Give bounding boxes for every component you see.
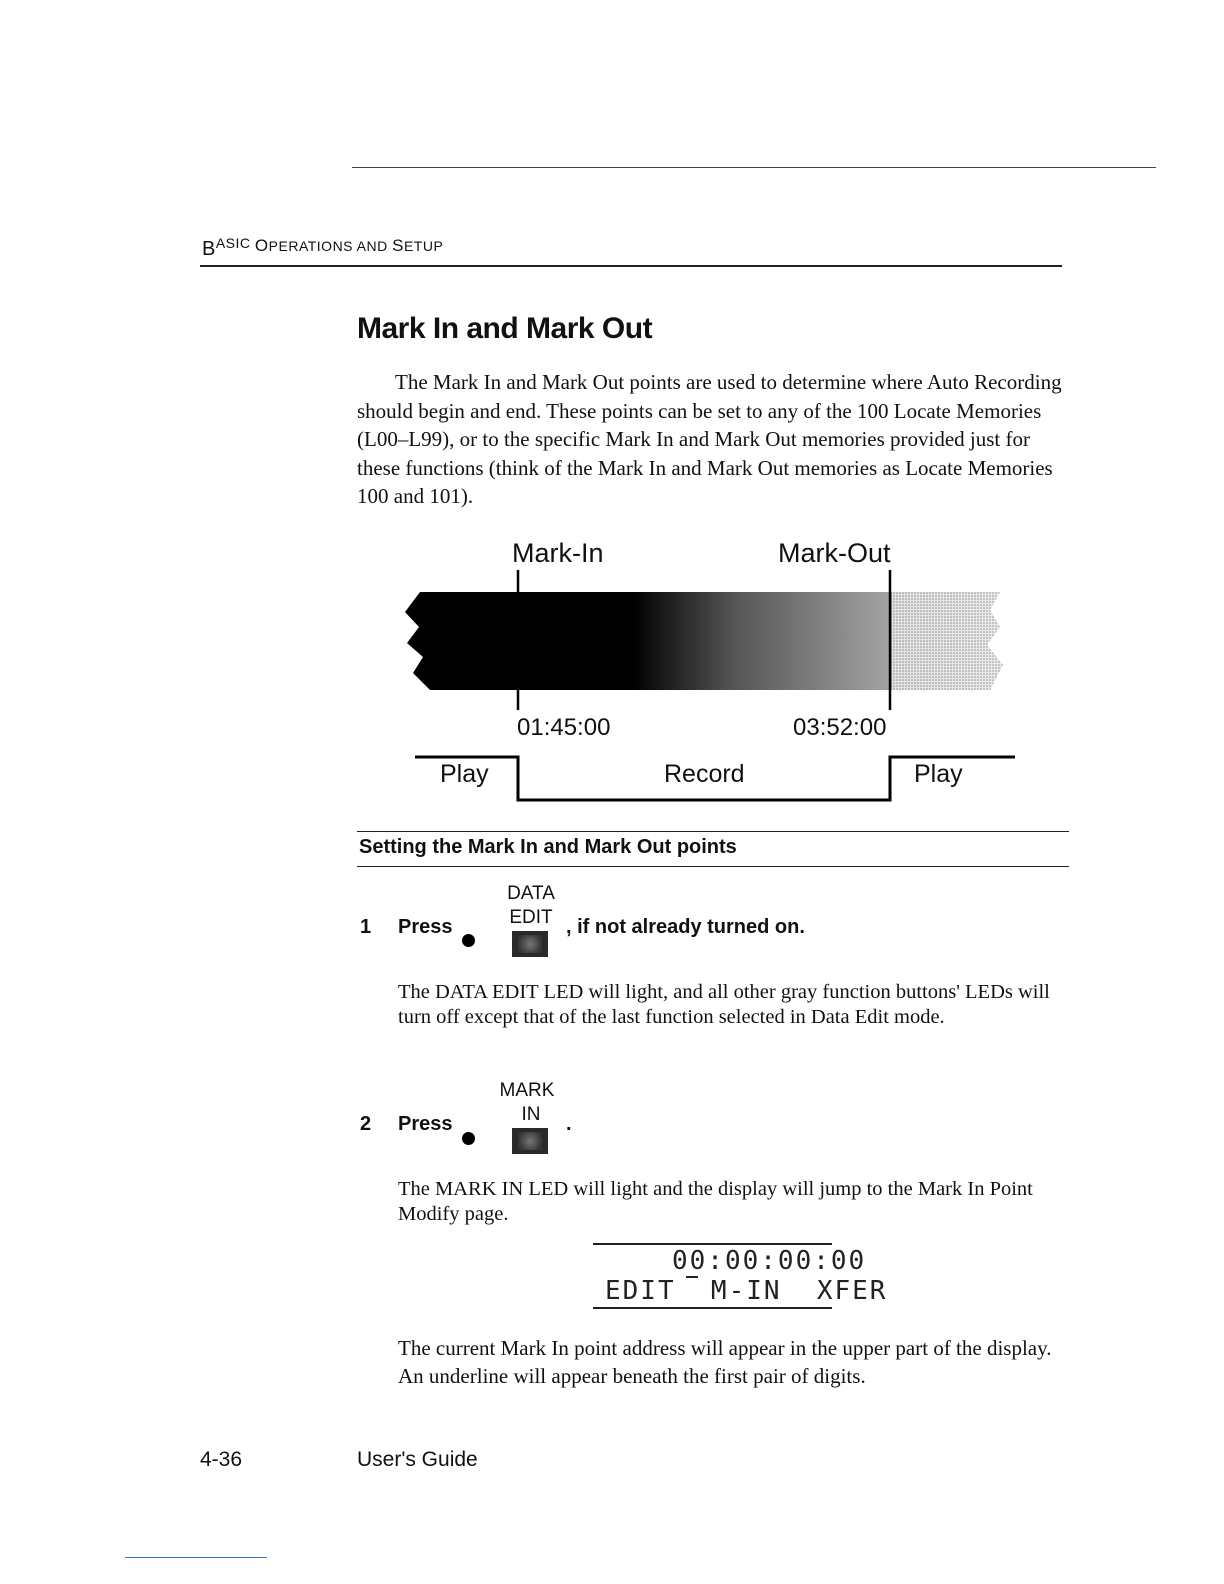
header-part-1: ASIC	[215, 235, 255, 251]
mark-in-key-bottom: IN	[521, 1104, 541, 1125]
display-line-1: 00:00:00:00	[672, 1246, 867, 1276]
mark-in-label: Mark-In	[512, 538, 604, 568]
step-2-number: 2	[360, 1113, 372, 1135]
step-1-press: Press	[398, 916, 453, 938]
display-rule-bottom	[593, 1307, 832, 1309]
footer-accent-rule	[125, 1557, 267, 1558]
top-rule	[352, 167, 1156, 168]
section-rule-bottom	[357, 866, 1069, 867]
tape-post-markout	[892, 592, 1003, 690]
segment-play-start: Play	[440, 760, 489, 788]
section-title: Setting the Mark In and Mark Out points	[359, 836, 737, 858]
header-rule	[200, 265, 1062, 267]
data-edit-button[interactable]	[512, 931, 548, 957]
footer-guide: User's Guide	[357, 1448, 478, 1471]
closing-paragraph: The current Mark In point address will appear in the upper part of the display. An underline will appear beneath the first pair of digits.	[398, 1336, 1052, 1388]
data-edit-key-top: DATA	[507, 883, 555, 904]
page-title: Mark In and Mark Out	[357, 312, 653, 345]
intro-paragraph: The Mark In and Mark Out points are used to determine where Auto Recording should begin and end. These points can be set to any of the 100 Locate Memories (L00–L99), or to the specific Mark In and Mark Out memories provided just for these functions (think of the Mark In and Mark Out memories as Locate Memories 100 and 101).	[357, 370, 1062, 508]
mark-in-key-top: MARK	[499, 1080, 555, 1101]
led-dot-icon	[462, 1132, 475, 1145]
data-edit-key-bottom: EDIT	[509, 907, 553, 928]
segment-record: Record	[664, 760, 745, 788]
segment-play-end: Play	[914, 760, 963, 788]
running-header	[202, 234, 444, 260]
header-initial-o: O	[254, 236, 269, 255]
step-1-suffix: , if not already turned on.	[566, 916, 805, 938]
display-line-2: EDIT M-IN XFER	[605, 1276, 888, 1306]
button-face-icon	[518, 935, 542, 953]
mark-out-label: Mark-Out	[778, 538, 891, 568]
section-rule-top	[357, 831, 1069, 832]
header-initial-s: S	[392, 236, 404, 255]
button-face-icon	[518, 1132, 542, 1150]
step-1-body: The DATA EDIT LED will light, and all other gray function buttons' LEDs will turn off except that of the last function selected in Data Edit mode.	[398, 981, 1050, 1028]
page-number: 4-36	[200, 1448, 243, 1471]
mark-out-time: 03:52:00	[793, 714, 887, 741]
step-2-suffix: .	[566, 1113, 572, 1135]
mark-in-time: 01:45:00	[517, 714, 611, 741]
mark-in-button[interactable]	[512, 1128, 548, 1154]
display-rule-top	[593, 1243, 832, 1245]
step-2-body: The MARK IN LED will light and the display will jump to the Mark In Point Modify page.	[398, 1178, 1033, 1225]
header-part-3: ETUP	[403, 238, 444, 254]
header-part-2: PERATIONS AND	[268, 238, 393, 254]
led-dot-icon	[462, 934, 475, 947]
header-initial-b: B	[202, 238, 216, 260]
step-2-press: Press	[398, 1113, 453, 1135]
step-1-number: 1	[360, 916, 372, 938]
